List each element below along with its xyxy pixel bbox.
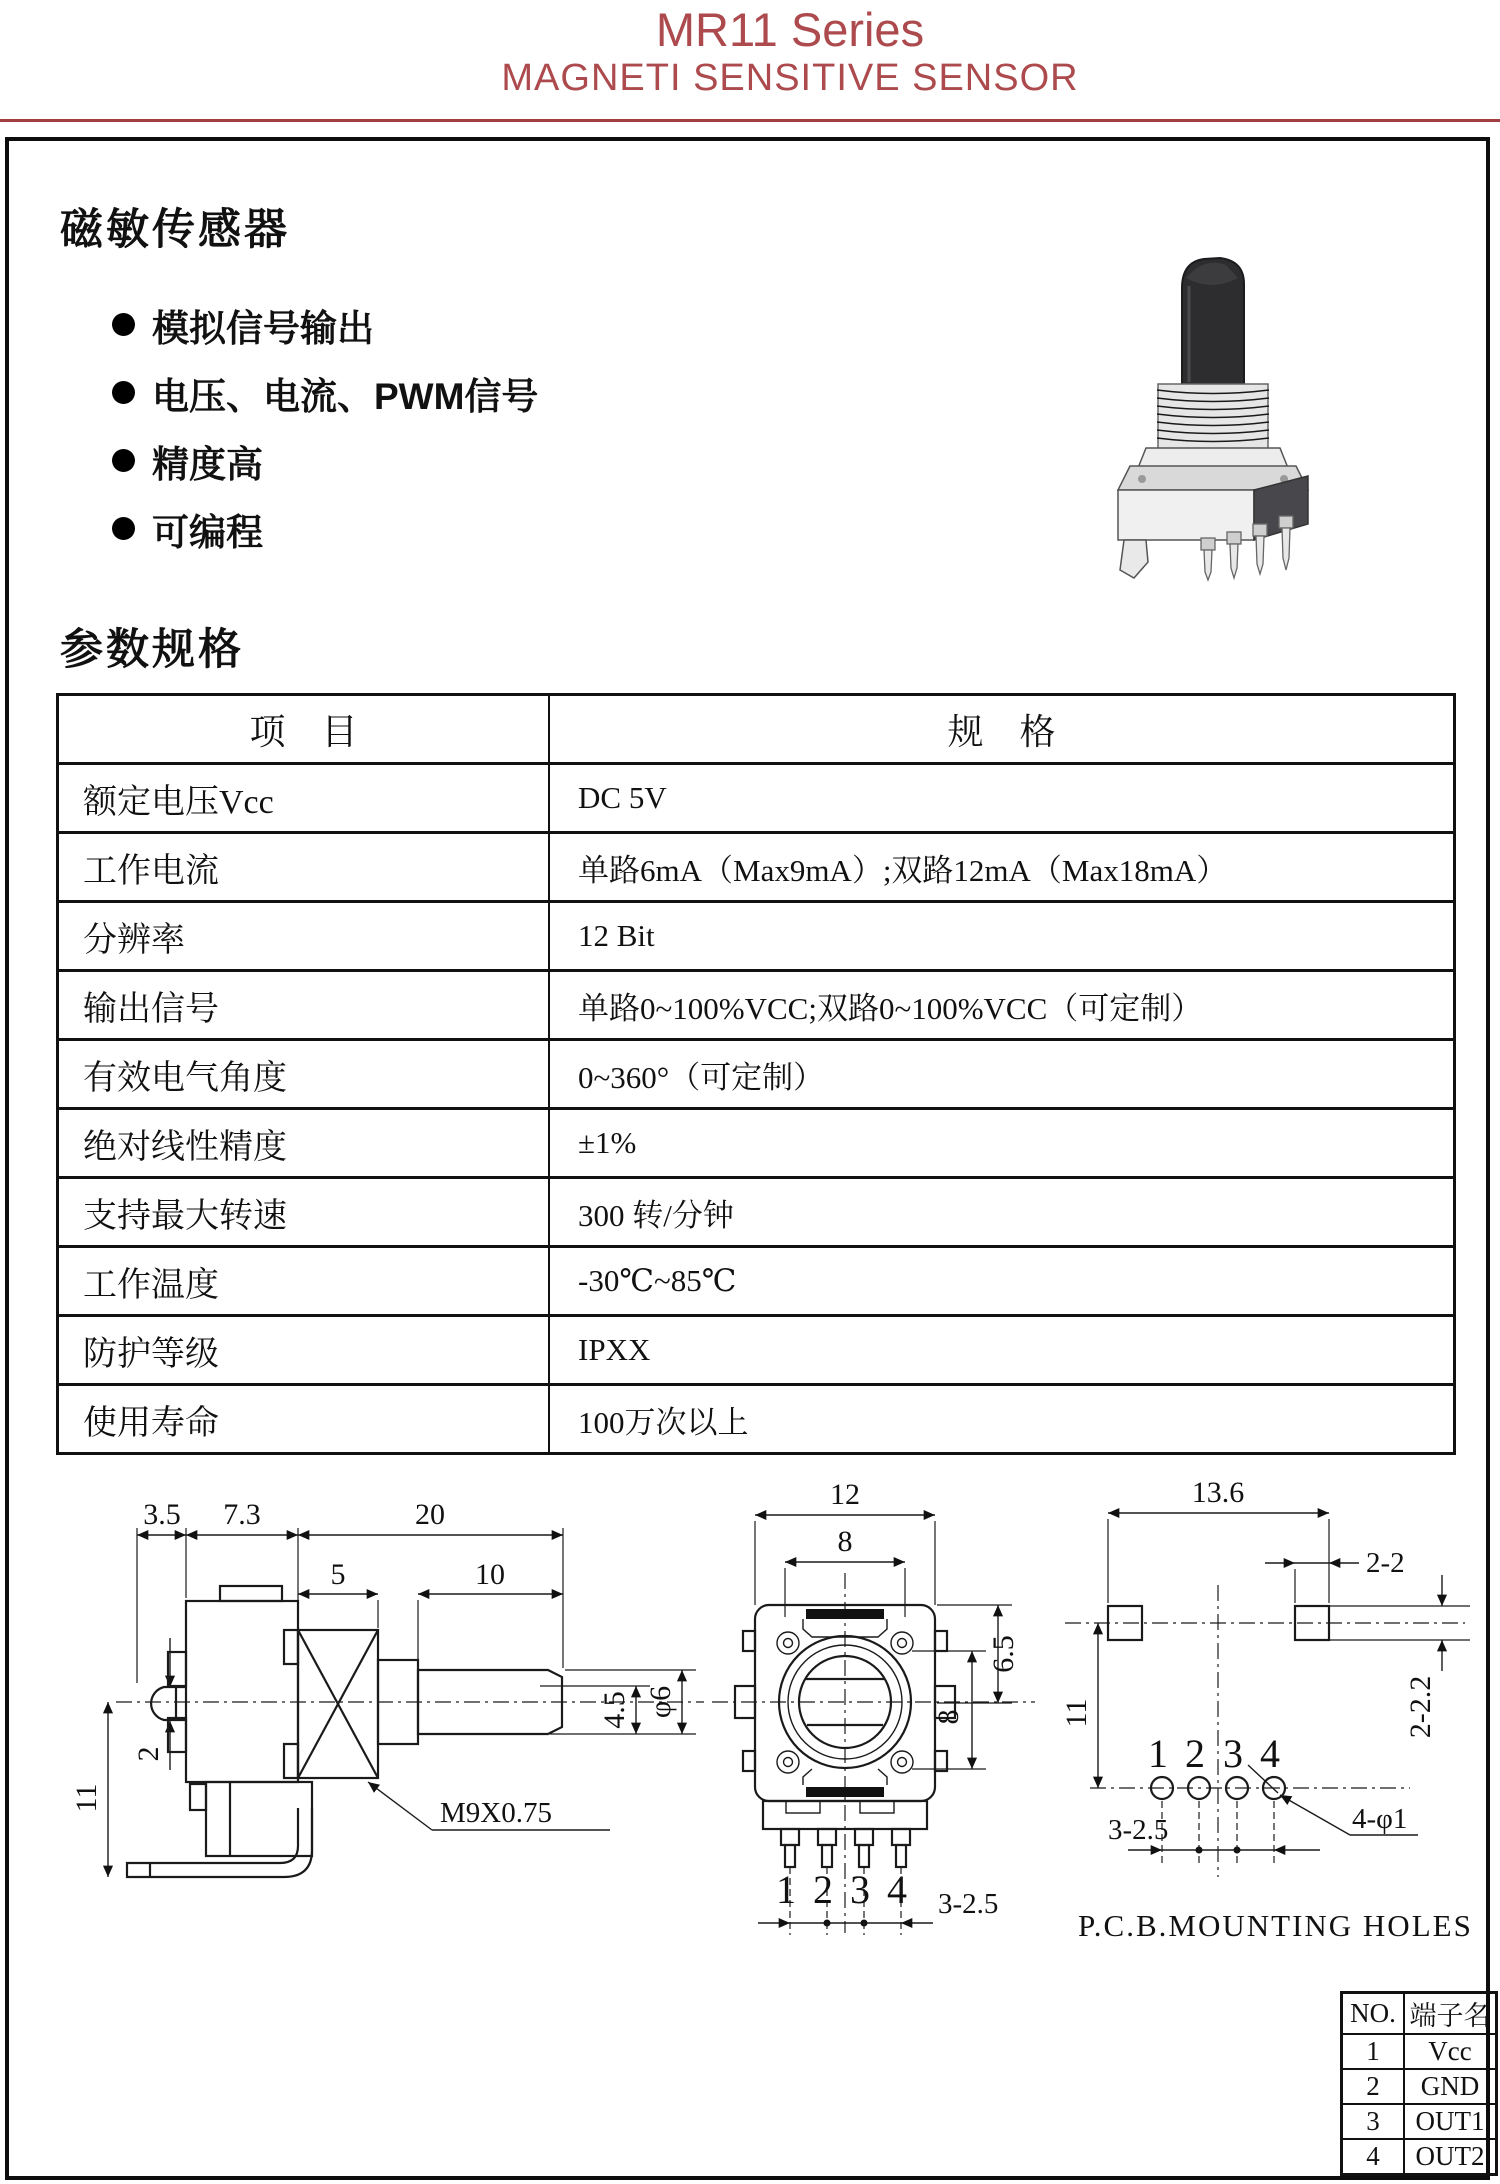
terminal-row [1342,2139,1497,2175]
spec-row [58,902,1455,971]
spec-row [58,1385,1455,1454]
dim-label: 3-2.5 [1108,1814,1169,1846]
terminal-no: 4 [1342,2139,1405,2175]
pin-number: 3 [850,1867,870,1912]
side-view-drawing [70,1478,710,1948]
spec-label: 绝对线性精度 [58,1109,550,1178]
spec-label: 分辨率 [58,902,550,971]
spec-value: 0~360°（可定制） [549,1040,1455,1109]
bullet-icon [112,517,135,540]
spec-label: 防护等级 [58,1316,550,1385]
terminal-name: Vcc [1404,2034,1497,2069]
dim-label: 7.3 [223,1498,261,1531]
spec-row [58,764,1455,833]
spec-value: ±1% [549,1109,1455,1178]
spec-label: 输出信号 [58,971,550,1040]
terminal-row [1342,2069,1497,2104]
spec-row [58,1316,1455,1385]
dim-label: 11 [70,1783,103,1813]
spec-row [58,1247,1455,1316]
spec-label: 支持最大转速 [58,1178,550,1247]
product-name-heading: 磁敏传感器 [60,206,290,254]
sensor-thread-icon [1157,384,1269,450]
spec-value: 单路6mA（Max9mA）;双路12mA（Max18mA） [549,833,1455,902]
pcb-caption: P.C.B.MOUNTING HOLES [1078,1908,1473,1943]
terminal-no: 1 [1342,2034,1405,2069]
terminal-col-no: NO. [1342,1993,1405,2035]
dim-label: 10 [475,1558,505,1591]
pin-number: 1 [776,1867,796,1912]
pin-number: 2 [813,1867,833,1912]
dim-label: 3.5 [143,1498,181,1531]
product-photo [1058,252,1348,587]
spec-value: IPXX [549,1316,1455,1385]
dim-label: 4-φ1 [1352,1803,1408,1835]
spec-value: DC 5V [549,764,1455,833]
spec-value: 100万次以上 [549,1385,1455,1454]
page-subtitle: MAGNETI SENSITIVE SENSOR [501,57,1079,99]
feature-text: 精度高 [152,443,263,485]
terminal-table [1340,1991,1498,2176]
pin-number: 2 [1185,1731,1205,1776]
dim-label: 20 [415,1498,445,1531]
dim-label: 2-2.2 [1404,1675,1437,1739]
terminal-header-row [1342,1993,1497,2035]
feature-list [112,302,538,574]
spec-label: 工作电流 [58,833,550,902]
spec-value: -30℃~85℃ [549,1247,1455,1316]
front-view-drawing [700,1455,1060,1965]
terminal-name: OUT2 [1404,2139,1497,2175]
feature-item [112,438,538,483]
terminal-name: GND [1404,2069,1497,2104]
dim-label: 12 [830,1478,860,1511]
spec-row [58,1040,1455,1109]
pin-number: 1 [1148,1731,1168,1776]
dim-label: 8 [837,1525,853,1558]
feature-text: 可编程 [152,511,263,553]
dim-labels [70,1498,677,1829]
terminal-name: OUT1 [1404,2104,1497,2139]
page-header [90,4,1490,100]
feature-item [112,370,538,415]
spec-table [56,693,1456,1455]
spec-value: 12 Bit [549,902,1455,971]
dim-labels [776,1478,1020,1920]
centerlines [712,1573,1035,1933]
spec-label: 使用寿命 [58,1385,550,1454]
sensor-body-icon [1118,448,1308,578]
dim-label: φ6 [644,1685,677,1719]
feature-item [112,302,538,347]
terminal-col-name: 端子名 [1404,1993,1497,2035]
bullet-icon [112,381,135,404]
dim-label: 8 [932,1709,965,1725]
dim-label: 13.6 [1191,1476,1245,1509]
dim-label: 11 [1060,1698,1093,1728]
spec-label: 额定电压Vcc [58,764,550,833]
spec-row [58,833,1455,902]
pin-number: 4 [887,1867,907,1912]
spec-col-item: 项 目 [58,695,550,764]
spec-value: 单路0~100%VCC;双路0~100%VCC（可定制） [549,971,1455,1040]
dim-label: 6.5 [987,1635,1020,1673]
spec-row [58,1178,1455,1247]
spec-header-row [58,695,1455,764]
dim-label: 2 [132,1746,165,1762]
terminal-no: 2 [1342,2069,1405,2104]
sensor-side-outline [127,1586,562,1877]
pcb-holes-drawing [1050,1445,1490,1915]
pin-number: 4 [1260,1731,1280,1776]
spec-label: 工作温度 [58,1247,550,1316]
spec-row [58,1109,1455,1178]
spec-row [58,971,1455,1040]
terminal-row [1342,2104,1497,2139]
header-divider [0,119,1500,122]
dim-label: 4.5 [598,1691,631,1729]
spec-value: 300 转/分钟 [549,1178,1455,1247]
bullet-icon [112,313,135,336]
dim-label: 2-2 [1366,1547,1405,1579]
page-title: MR11 Series [655,3,925,56]
terminal-row [1342,2034,1497,2069]
bullet-icon [112,449,135,472]
feature-text: 电压、电流、PWM信号 [152,375,539,417]
spec-label: 有效电气角度 [58,1040,550,1109]
thread-spec-label: M9X0.75 [440,1797,552,1829]
spec-col-spec: 规 格 [549,695,1455,764]
feature-text: 模拟信号输出 [152,307,374,349]
sensor-shaft-icon [1182,258,1244,386]
specs-heading: 参数规格 [60,626,244,674]
terminal-no: 3 [1342,2104,1405,2139]
dim-label: 5 [330,1558,346,1591]
pin-number: 3 [1223,1731,1243,1776]
feature-item [112,506,538,551]
dim-label: 3-2.5 [938,1888,999,1920]
